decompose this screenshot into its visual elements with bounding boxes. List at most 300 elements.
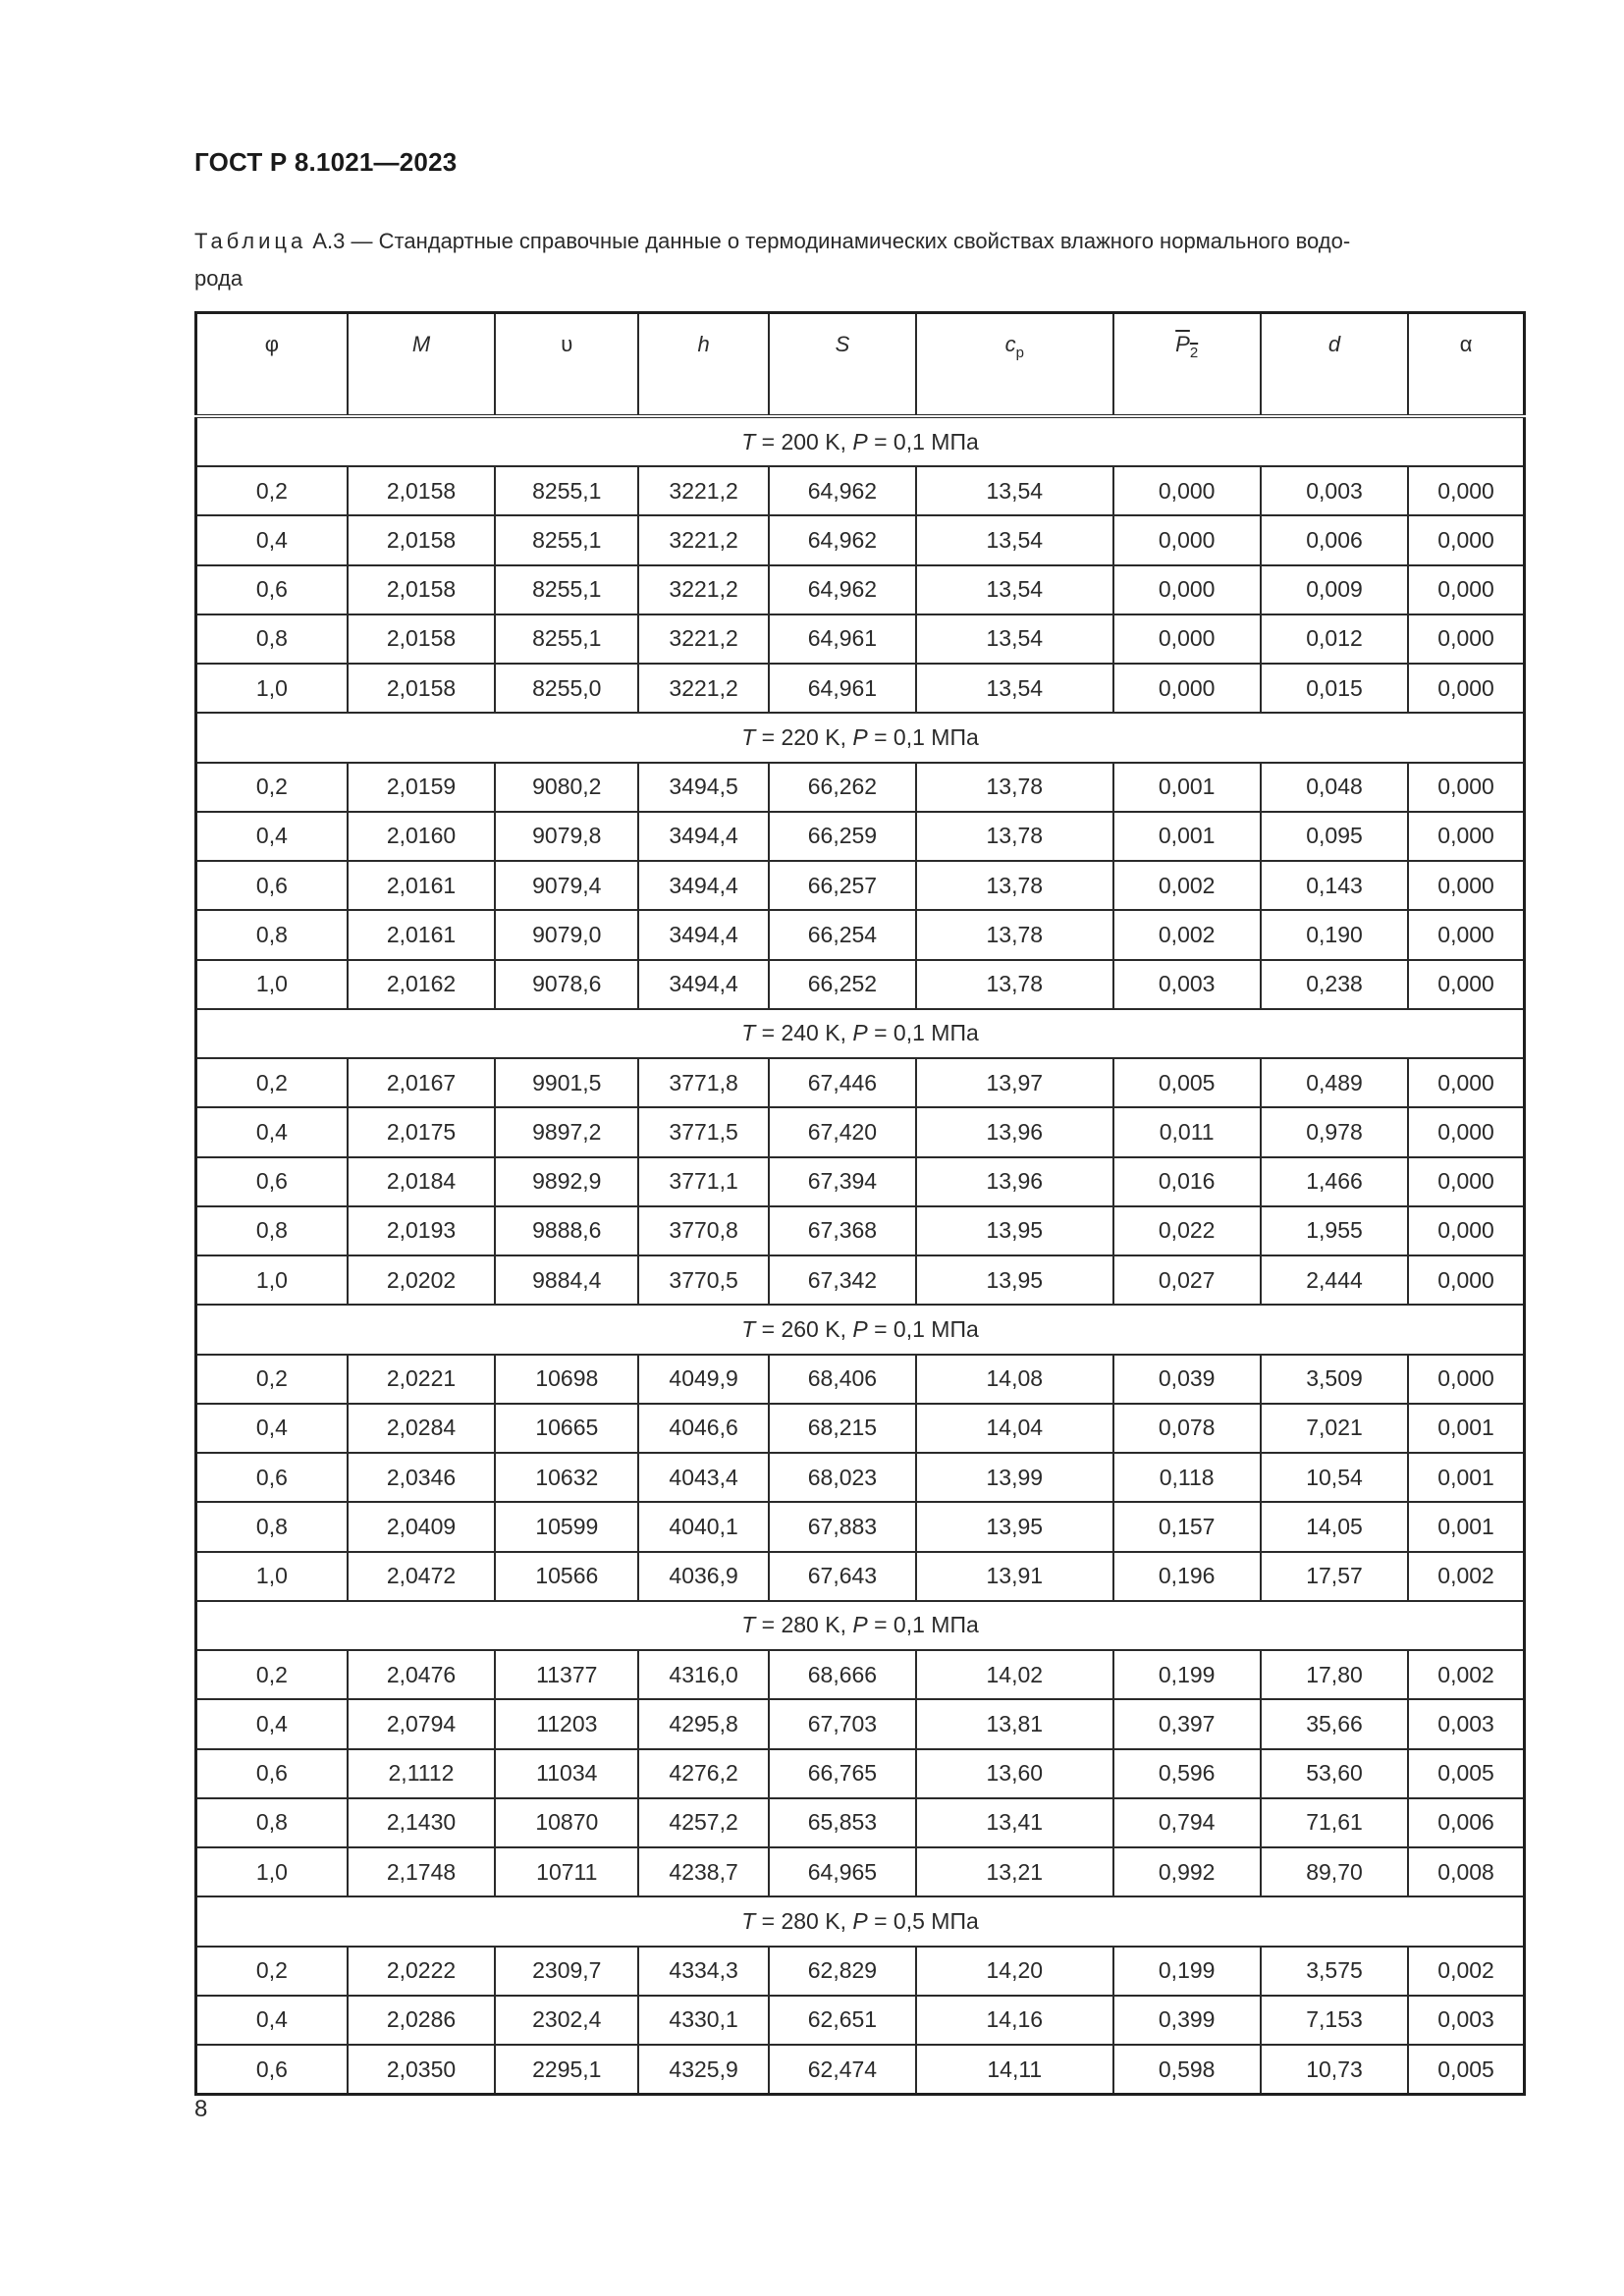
table-cell: 1,0	[196, 1552, 348, 1601]
table-cell: 0,4	[196, 1699, 348, 1748]
table-cell: 0,000	[1408, 763, 1524, 812]
table-cell: 13,78	[916, 910, 1112, 959]
table-cell: 9078,6	[495, 960, 638, 1009]
table-cell: 0,016	[1113, 1157, 1261, 1206]
group-header-row	[196, 1896, 1525, 1946]
table-cell: 0,001	[1408, 1404, 1524, 1453]
column-header-1	[348, 313, 495, 417]
table-cell: 13,95	[916, 1502, 1112, 1551]
table-cell: 0,002	[1408, 1947, 1524, 1996]
table-cell: 4046,6	[638, 1404, 768, 1453]
table-cell: 2,444	[1261, 1255, 1408, 1305]
column-header-symbol: α	[1459, 332, 1473, 356]
table-cell: 0,000	[1408, 1206, 1524, 1255]
table-cell: 0,238	[1261, 960, 1408, 1009]
table-cell: 2,0158	[348, 565, 495, 614]
table-caption-label: Таблица	[194, 229, 307, 253]
table-cell: 0,000	[1408, 565, 1524, 614]
table-cell: 65,853	[769, 1798, 916, 1847]
table-cell: 64,962	[769, 565, 916, 614]
table-cell: 0,000	[1408, 960, 1524, 1009]
table-cell: 9884,4	[495, 1255, 638, 1305]
table-cell: 0,598	[1113, 2045, 1261, 2095]
table-cell: 0,2	[196, 1058, 348, 1107]
table-cell: 62,474	[769, 2045, 916, 2095]
table-cell: 0,000	[1113, 664, 1261, 713]
table-cell: 2,0346	[348, 1453, 495, 1502]
table-row	[196, 614, 1525, 664]
table-cell: 64,965	[769, 1847, 916, 1896]
table-caption-text: А.3 — Стандартные справочные данные о термодинамических свойствах влажного нормального водо-	[306, 229, 1351, 253]
table-cell: 2,0286	[348, 1996, 495, 2045]
table-cell: 8255,1	[495, 614, 638, 664]
table-cell: 13,91	[916, 1552, 1112, 1601]
table-cell: 10,73	[1261, 2045, 1408, 2095]
table-row	[196, 1206, 1525, 1255]
table-cell: 35,66	[1261, 1699, 1408, 1748]
table-cell: 3,575	[1261, 1947, 1408, 1996]
table-cell: 0,6	[196, 565, 348, 614]
table-cell: 0,005	[1113, 1058, 1261, 1107]
table-cell: 14,16	[916, 1996, 1112, 2045]
table-cell: 4334,3	[638, 1947, 768, 1996]
table-cell: 14,08	[916, 1355, 1112, 1404]
table-cell: 9080,2	[495, 763, 638, 812]
table-cell: 0,000	[1408, 1058, 1524, 1107]
column-header-4	[769, 313, 916, 417]
table-cell: 10599	[495, 1502, 638, 1551]
table-cell: 0,022	[1113, 1206, 1261, 1255]
group-condition-label: T = 260 K, P = 0,1 МПа	[196, 1305, 1525, 1354]
table-row	[196, 466, 1525, 515]
column-header-symbol: υ	[561, 332, 573, 356]
table-cell: 2,0161	[348, 861, 495, 910]
column-header-subscript: 2	[1189, 345, 1199, 361]
table-cell: 0,000	[1408, 1107, 1524, 1156]
variable-symbol: T	[741, 428, 756, 454]
table-cell: 0,4	[196, 1107, 348, 1156]
table-cell: 13,54	[916, 515, 1112, 564]
table-cell: 8255,0	[495, 664, 638, 713]
table-cell: 64,962	[769, 466, 916, 515]
column-header-subscript: p	[1015, 345, 1024, 361]
table-row	[196, 910, 1525, 959]
table-cell: 2,1748	[348, 1847, 495, 1896]
table-cell: 0,002	[1113, 861, 1261, 910]
table-cell: 66,262	[769, 763, 916, 812]
column-header-symbol: φ	[264, 332, 280, 356]
table-cell: 2302,4	[495, 1996, 638, 2045]
table-cell: 0,8	[196, 1798, 348, 1847]
table-cell: 3771,1	[638, 1157, 768, 1206]
table-cell: 0,8	[196, 910, 348, 959]
table-cell: 8255,1	[495, 515, 638, 564]
table-row	[196, 2045, 1525, 2095]
table-cell: 13,54	[916, 466, 1112, 515]
table-cell: 0,001	[1113, 763, 1261, 812]
table-cell: 13,81	[916, 1699, 1112, 1748]
table-cell: 66,765	[769, 1749, 916, 1798]
table-cell: 67,446	[769, 1058, 916, 1107]
table-cell: 71,61	[1261, 1798, 1408, 1847]
table-cell: 67,368	[769, 1206, 916, 1255]
table-row	[196, 1996, 1525, 2045]
table-cell: 62,651	[769, 1996, 916, 2045]
table-cell: 0,000	[1408, 861, 1524, 910]
table-cell: 0,048	[1261, 763, 1408, 812]
table-row	[196, 1798, 1525, 1847]
table-cell: 2,0409	[348, 1502, 495, 1551]
table-cell: 0,6	[196, 2045, 348, 2095]
table-cell: 0,000	[1408, 466, 1524, 515]
table-cell: 4295,8	[638, 1699, 768, 1748]
table-cell: 4330,1	[638, 1996, 768, 2045]
table-cell: 0,006	[1408, 1798, 1524, 1847]
table-cell: 0,6	[196, 1157, 348, 1206]
table-cell: 0,000	[1408, 515, 1524, 564]
table-cell: 62,829	[769, 1947, 916, 1996]
table-cell: 3494,4	[638, 910, 768, 959]
table-row	[196, 1107, 1525, 1156]
table-caption-text-continued: рода	[194, 266, 244, 291]
table-cell: 8255,1	[495, 466, 638, 515]
table-cell: 13,54	[916, 565, 1112, 614]
table-cell: 1,0	[196, 1255, 348, 1305]
table-cell: 0,8	[196, 1206, 348, 1255]
column-header-symbol: P	[1175, 332, 1190, 356]
table-cell: 13,54	[916, 614, 1112, 664]
table-cell: 66,252	[769, 960, 916, 1009]
table-cell: 66,259	[769, 812, 916, 861]
table-cell: 0,001	[1113, 812, 1261, 861]
table-cell: 0,005	[1408, 1749, 1524, 1798]
table-cell: 10665	[495, 1404, 638, 1453]
group-condition-label: T = 280 K, P = 0,5 МПа	[196, 1896, 1525, 1946]
table-row	[196, 1502, 1525, 1551]
table-cell: 3221,2	[638, 515, 768, 564]
table-cell: 64,961	[769, 664, 916, 713]
group-header-row	[196, 416, 1525, 466]
group-condition-label: T = 280 K, P = 0,1 МПа	[196, 1601, 1525, 1650]
table-cell: 0,4	[196, 515, 348, 564]
table-row	[196, 1453, 1525, 1502]
table-cell: 14,11	[916, 2045, 1112, 2095]
table-cell: 0,095	[1261, 812, 1408, 861]
table-cell: 10632	[495, 1453, 638, 1502]
page-number: 8	[194, 2096, 208, 2122]
table-cell: 14,02	[916, 1650, 1112, 1699]
table-cell: 0,2	[196, 1355, 348, 1404]
table-header-row	[196, 313, 1525, 417]
table-cell: 1,955	[1261, 1206, 1408, 1255]
table-cell: 0,009	[1261, 565, 1408, 614]
table-cell: 0,8	[196, 1502, 348, 1551]
table-cell: 1,0	[196, 664, 348, 713]
table-cell: 0,4	[196, 812, 348, 861]
table-cell: 0,2	[196, 466, 348, 515]
table-row	[196, 1847, 1525, 1896]
table-cell: 4257,2	[638, 1798, 768, 1847]
table-cell: 0,794	[1113, 1798, 1261, 1847]
table-cell: 9892,9	[495, 1157, 638, 1206]
group-header-row	[196, 713, 1525, 762]
table-cell: 3494,5	[638, 763, 768, 812]
table-cell: 0,199	[1113, 1650, 1261, 1699]
table-cell: 0,000	[1113, 614, 1261, 664]
column-header-symbol: S	[835, 332, 850, 356]
table-cell: 2,0162	[348, 960, 495, 1009]
table-cell: 2,0222	[348, 1947, 495, 1996]
table-cell: 66,257	[769, 861, 916, 910]
table-cell: 66,254	[769, 910, 916, 959]
table-cell: 11034	[495, 1749, 638, 1798]
variable-symbol: P	[852, 1315, 868, 1342]
table-row	[196, 1552, 1525, 1601]
table-cell: 0,000	[1113, 466, 1261, 515]
table-cell: 67,342	[769, 1255, 916, 1305]
table-cell: 2,0160	[348, 812, 495, 861]
table-cell: 0,118	[1113, 1453, 1261, 1502]
table-cell: 2,1430	[348, 1798, 495, 1847]
table-cell: 0,039	[1113, 1355, 1261, 1404]
table-row	[196, 861, 1525, 910]
table-cell: 13,96	[916, 1107, 1112, 1156]
column-header-0	[196, 313, 348, 417]
table-cell: 67,420	[769, 1107, 916, 1156]
table-cell: 0,399	[1113, 1996, 1261, 2045]
table-cell: 68,023	[769, 1453, 916, 1502]
table-cell: 0,8	[196, 614, 348, 664]
table-cell: 10711	[495, 1847, 638, 1896]
table-row	[196, 565, 1525, 614]
table-cell: 2,0158	[348, 664, 495, 713]
table-cell: 2,0159	[348, 763, 495, 812]
table-cell: 9888,6	[495, 1206, 638, 1255]
table-caption	[194, 223, 1530, 297]
table-cell: 0,978	[1261, 1107, 1408, 1156]
table-cell: 0,000	[1113, 565, 1261, 614]
table-cell: 10,54	[1261, 1453, 1408, 1502]
table-cell: 0,6	[196, 1453, 348, 1502]
table-cell: 14,04	[916, 1404, 1112, 1453]
column-header-6	[1113, 313, 1261, 417]
table-cell: 2,0193	[348, 1206, 495, 1255]
table-cell: 2,0284	[348, 1404, 495, 1453]
column-header-2	[495, 313, 638, 417]
table-cell: 2309,7	[495, 1947, 638, 1996]
table-row	[196, 664, 1525, 713]
variable-symbol: T	[741, 1907, 756, 1934]
variable-symbol: P	[852, 723, 868, 750]
table-cell: 0,000	[1408, 1255, 1524, 1305]
table-cell: 0,157	[1113, 1502, 1261, 1551]
table-cell: 4036,9	[638, 1552, 768, 1601]
table-cell: 0,190	[1261, 910, 1408, 959]
table-cell: 0,002	[1408, 1552, 1524, 1601]
column-header-symbol: d	[1327, 332, 1341, 356]
table-cell: 0,001	[1408, 1453, 1524, 1502]
table-cell: 0,011	[1113, 1107, 1261, 1156]
table-cell: 13,78	[916, 960, 1112, 1009]
thermo-data-table	[194, 311, 1526, 2096]
group-header-row	[196, 1601, 1525, 1650]
table-row	[196, 1355, 1525, 1404]
table-row	[196, 1749, 1525, 1798]
table-cell: 0,000	[1408, 1355, 1524, 1404]
table-cell: 0,027	[1113, 1255, 1261, 1305]
table-cell: 1,0	[196, 1847, 348, 1896]
variable-symbol: T	[741, 723, 756, 750]
table-cell: 0,489	[1261, 1058, 1408, 1107]
table-cell: 3770,5	[638, 1255, 768, 1305]
table-row	[196, 1404, 1525, 1453]
overlined-symbol	[1175, 332, 1199, 361]
table-cell: 0,000	[1408, 910, 1524, 959]
variable-symbol: P	[852, 1612, 868, 1638]
variable-symbol: T	[741, 1612, 756, 1638]
table-cell: 2,0350	[348, 2045, 495, 2095]
column-header-3	[638, 313, 768, 417]
table-cell: 0,000	[1408, 812, 1524, 861]
group-condition-label: T = 220 K, P = 0,1 МПа	[196, 713, 1525, 762]
table-cell: 2,0202	[348, 1255, 495, 1305]
table-cell: 0,002	[1408, 1650, 1524, 1699]
table-cell: 2,0175	[348, 1107, 495, 1156]
table-cell: 1,0	[196, 960, 348, 1009]
table-cell: 0,012	[1261, 614, 1408, 664]
group-condition-label: T = 240 K, P = 0,1 МПа	[196, 1009, 1525, 1058]
table-cell: 2295,1	[495, 2045, 638, 2095]
table-cell: 0,596	[1113, 1749, 1261, 1798]
table-cell: 3221,2	[638, 466, 768, 515]
column-header-5	[916, 313, 1112, 417]
document-id: ГОСТ Р 8.1021—2023	[194, 147, 458, 177]
table-cell: 64,962	[769, 515, 916, 564]
table-cell: 13,41	[916, 1798, 1112, 1847]
table-cell: 0,992	[1113, 1847, 1261, 1896]
table-cell: 0,2	[196, 763, 348, 812]
table-cell: 13,95	[916, 1206, 1112, 1255]
table-cell: 11377	[495, 1650, 638, 1699]
table-cell: 0,4	[196, 1996, 348, 2045]
table-cell: 10566	[495, 1552, 638, 1601]
table-cell: 7,021	[1261, 1404, 1408, 1453]
table-cell: 67,394	[769, 1157, 916, 1206]
table-cell: 0,002	[1113, 910, 1261, 959]
table-cell: 67,703	[769, 1699, 916, 1748]
table-cell: 0,003	[1408, 1699, 1524, 1748]
table-cell: 13,54	[916, 664, 1112, 713]
table-row	[196, 1947, 1525, 1996]
column-header-7	[1261, 313, 1408, 417]
table-cell: 13,21	[916, 1847, 1112, 1896]
table-cell: 0,003	[1261, 466, 1408, 515]
group-header-row	[196, 1009, 1525, 1058]
table-cell: 4040,1	[638, 1502, 768, 1551]
table-cell: 0,199	[1113, 1947, 1261, 1996]
table-cell: 9079,0	[495, 910, 638, 959]
table-cell: 13,99	[916, 1453, 1112, 1502]
table-cell: 4049,9	[638, 1355, 768, 1404]
table-cell: 10698	[495, 1355, 638, 1404]
table-cell: 14,05	[1261, 1502, 1408, 1551]
table-cell: 0,003	[1408, 1996, 1524, 2045]
table-cell: 53,60	[1261, 1749, 1408, 1798]
table-cell: 0,000	[1113, 515, 1261, 564]
table-cell: 9901,5	[495, 1058, 638, 1107]
table-cell: 0,397	[1113, 1699, 1261, 1748]
variable-symbol: P	[852, 1020, 868, 1046]
table-row	[196, 1699, 1525, 1748]
table-cell: 0,000	[1408, 614, 1524, 664]
table-cell: 3494,4	[638, 812, 768, 861]
table-cell: 13,97	[916, 1058, 1112, 1107]
variable-symbol: T	[741, 1315, 756, 1342]
group-header-row	[196, 1305, 1525, 1354]
table-cell: 13,60	[916, 1749, 1112, 1798]
table-row	[196, 812, 1525, 861]
table-row	[196, 1058, 1525, 1107]
table-cell: 64,961	[769, 614, 916, 664]
table-cell: 0,003	[1113, 960, 1261, 1009]
table-cell: 4325,9	[638, 2045, 768, 2095]
table-cell: 13,78	[916, 763, 1112, 812]
table-cell: 2,0158	[348, 466, 495, 515]
table-cell: 4238,7	[638, 1847, 768, 1896]
table-cell: 0,2	[196, 1650, 348, 1699]
table-cell: 1,466	[1261, 1157, 1408, 1206]
table-cell: 0,005	[1408, 2045, 1524, 2095]
table-cell: 7,153	[1261, 1996, 1408, 2045]
column-header-8	[1408, 313, 1524, 417]
table-cell: 0,196	[1113, 1552, 1261, 1601]
table-cell: 0,000	[1408, 664, 1524, 713]
column-header-symbol: c	[1004, 332, 1016, 356]
table-cell: 0,015	[1261, 664, 1408, 713]
table-cell: 0,6	[196, 861, 348, 910]
table-cell: 2,0161	[348, 910, 495, 959]
variable-symbol: T	[741, 1020, 756, 1046]
table-cell: 68,406	[769, 1355, 916, 1404]
variable-symbol: P	[852, 1907, 868, 1934]
table-cell: 2,0472	[348, 1552, 495, 1601]
table-cell: 0,078	[1113, 1404, 1261, 1453]
table-cell: 2,0794	[348, 1699, 495, 1748]
table-cell: 9897,2	[495, 1107, 638, 1156]
column-header-symbol: h	[697, 332, 710, 356]
table-cell: 0,4	[196, 1404, 348, 1453]
column-header-symbol: M	[411, 332, 431, 356]
table-row	[196, 763, 1525, 812]
table-cell: 2,0221	[348, 1355, 495, 1404]
table-row	[196, 1157, 1525, 1206]
table-cell: 0,143	[1261, 861, 1408, 910]
table-cell: 3494,4	[638, 960, 768, 1009]
table-cell: 0,000	[1408, 1157, 1524, 1206]
table-cell: 2,0158	[348, 614, 495, 664]
table-cell: 8255,1	[495, 565, 638, 614]
table-cell: 67,883	[769, 1502, 916, 1551]
table-cell: 4276,2	[638, 1749, 768, 1798]
table-cell: 3494,4	[638, 861, 768, 910]
table-body	[196, 416, 1525, 2095]
table-cell: 3221,2	[638, 614, 768, 664]
variable-symbol: P	[852, 428, 868, 454]
table-cell: 17,80	[1261, 1650, 1408, 1699]
table-cell: 13,78	[916, 812, 1112, 861]
table-cell: 0,008	[1408, 1847, 1524, 1896]
table-row	[196, 515, 1525, 564]
